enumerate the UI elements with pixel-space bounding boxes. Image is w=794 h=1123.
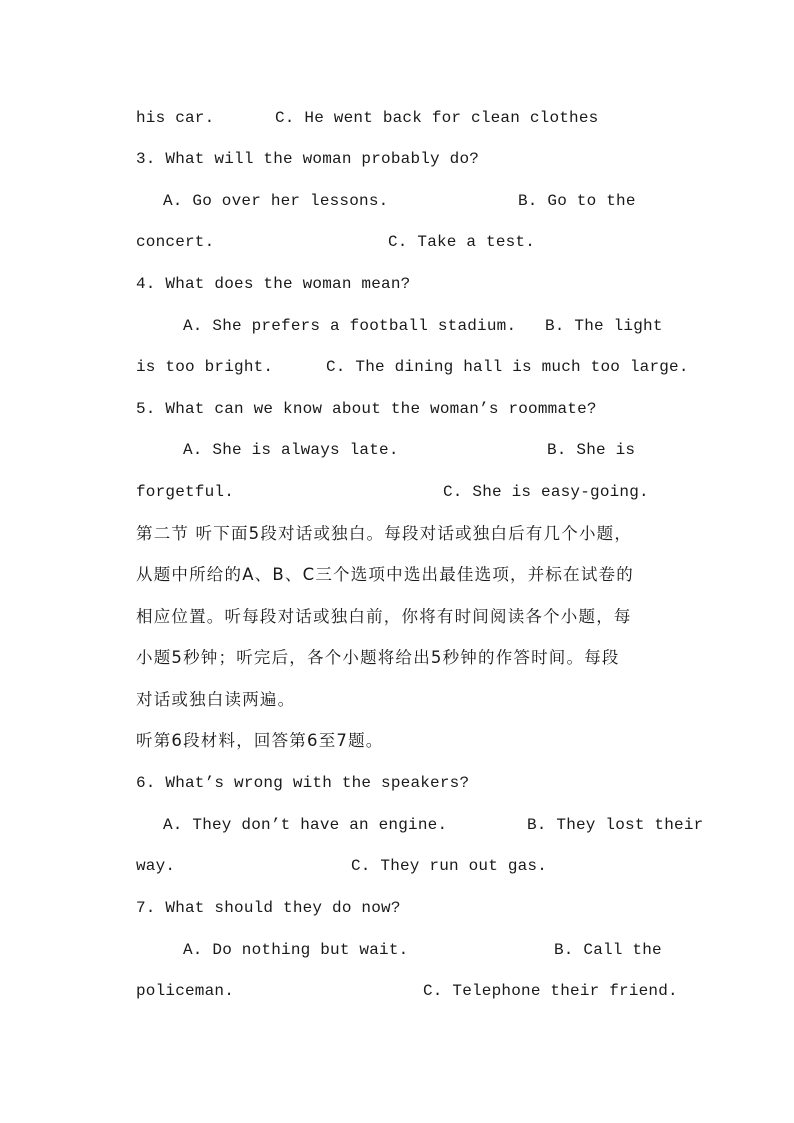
section-instructions: 小题5秒钟；听完后，各个小题将给出5秒钟的作答时间。每段 [136,648,620,667]
option-b-cont: is too bright. [136,358,274,376]
option-c: C. Take a test. [388,233,536,251]
option-b: B. They lost their [527,816,704,834]
question-3: 3. What will the woman probably do? [136,150,480,168]
option-a: A. She is always late. [183,441,399,459]
listening-prompt: 听第6段材料，回答第6至7题。 [136,731,384,750]
option-c: C. He went back for clean clothes [275,109,599,127]
question-7: 7. What should they do now? [136,899,401,917]
option-b-cont: forgetful. [136,483,235,501]
option-a: A. They don’t have an engine. [163,816,448,834]
option-b-cont: policeman. [136,982,235,1000]
section-instructions: 第二节 听下面5段对话或独白。每段对话或独白后有几个小题， [136,524,633,543]
option-c: C. Telephone their friend. [423,982,678,1000]
section-instructions: 从题中所给的A、B、C三个选项中选出最佳选项，并标在试卷的 [136,565,634,584]
option-b: B. The light [545,317,663,335]
option-b: B. She is [547,441,636,459]
option-b: B. Call the [554,941,662,959]
question-6: 6. What’s wrong with the speakers? [136,774,470,792]
question-4: 4. What does the woman mean? [136,275,411,293]
option-b-cont: concert. [136,233,215,251]
option-a: A. Do nothing but wait. [183,941,409,959]
option-b-cont: way. [136,857,176,875]
section-instructions: 对话或独白读两遍。 [136,690,296,709]
option-b: B. Go to the [518,192,636,210]
option-c: C. The dining hall is much too large. [326,358,689,376]
question-5: 5. What can we know about the woman’s roommate? [136,400,597,418]
option-c: C. They run out gas. [351,857,548,875]
text-line: his car. [136,109,215,127]
option-a: A. She prefers a football stadium. [183,317,517,335]
section-instructions: 相应位置。听每段对话或独白前，你将有时间阅读各个小题，每 [136,607,632,626]
option-a: A. Go over her lessons. [163,192,389,210]
option-c: C. She is easy-going. [443,483,649,501]
